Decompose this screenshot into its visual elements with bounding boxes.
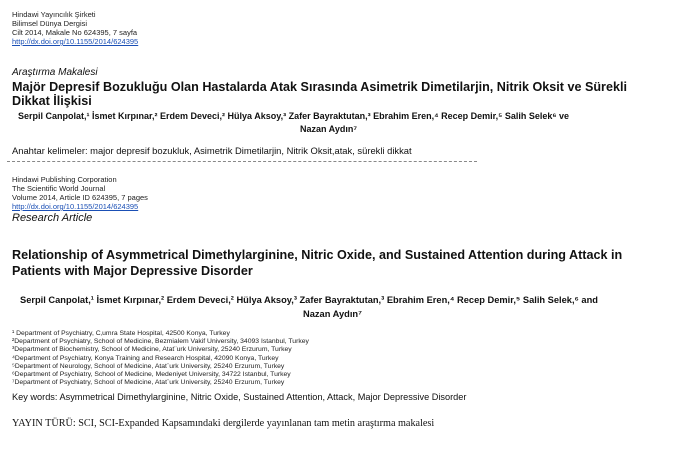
affiliation-item: ³Department of Biochemistry, School of Medicine, Atat¨urk University, 25240 Erzurum, Turkey: [12, 346, 292, 354]
en-authors-line1: Serpil Canpolat,¹ İsmet Kırpınar,² Erdem Deveci,² Hülya Aksoy,³ Zafer Bayraktutan,³ Ebrahim Eren,⁴ Recep Demir,⁵ Salih Selek,⁶ and: [20, 295, 598, 305]
tr-title-line1: Majör Depresif Bozukluğu Olan Hastalarda Atak Sırasında Asimetrik Dimetilarjin, Nitrik Oksit ve Sürekli: [12, 80, 627, 94]
en-publisher: Hindawi Publishing Corporation: [12, 175, 117, 184]
en-authors-line2: Nazan Aydın⁷: [303, 309, 362, 319]
en-title-line2: Patients with Major Depressive Disorder: [12, 264, 253, 278]
tr-keywords: Anahtar kelimeler: major depresif bozukluk, Asimetrik Dimetilarjin, Nitrik Oksit,atak, sürekli dikkat: [12, 145, 412, 156]
tr-volume: Cilt 2014, Makale No 624395, 7 sayfa: [12, 28, 138, 37]
tr-title-line2: Dikkat İlişkisi: [12, 94, 92, 108]
en-article-type: Research Article: [12, 212, 93, 224]
en-journal: The Scientific World Journal: [12, 184, 106, 193]
tr-publisher: Hindawi Yayıncılık Şirketi: [12, 10, 96, 19]
affiliation-item: ⁷Department of Psychiatry, School of Medicine, Atat¨urk University, 25240 Erzurum, Turkey: [12, 379, 285, 387]
tr-authors-line1: Serpil Canpolat,¹ İsmet Kırpınar,² Erdem Deveci,² Hülya Aksoy,³ Zafer Bayraktutan,³ Ebrahim Eren,⁴ Recep Demir,⁵ Salih Selek⁶ ve: [18, 111, 570, 121]
affiliation-item: ²Department of Psychiatry, School of Medicine, Bezmialem Vakif University, 34093 Istanbul, Turkey: [12, 338, 309, 346]
affiliation-item: ¹ Department of Psychiatry, C‚umra State Hospital, 42500 Konya, Turkey: [12, 330, 230, 337]
en-doi-link[interactable]: http://dx.doi.org/10.1155/2014/624395: [12, 202, 139, 211]
en-title-line1: Relationship of Asymmetrical Dimethylarginine, Nitric Oxide, and Sustained Attention during Attack in: [12, 248, 623, 262]
tr-journal: Bilimsel Dünya Dergisi: [12, 19, 88, 28]
en-affiliations: [12, 330, 309, 387]
publication-type-note: YAYIN TÜRÜ: SCI, SCI-Expanded Kapsamındaki dergilerde yayınlanan tam metin araştırma makalesi: [12, 418, 435, 429]
tr-doi-link[interactable]: http://dx.doi.org/10.1155/2014/624395: [12, 37, 139, 46]
affiliation-item: ⁵Department of Neurology, School of Medicine, Atat¨urk University, 25240 Erzurum, Turkey: [12, 362, 285, 370]
en-volume: Volume 2014, Article ID 624395, 7 pages: [12, 193, 148, 202]
tr-article-type: Araştırma Makalesi: [12, 67, 98, 78]
en-keywords: Key words: Asymmetrical Dimethylarginine, Nitric Oxide, Sustained Attention, Attack, Major Depressive Disorder: [12, 392, 467, 402]
affiliation-item: ⁴Department of Psychiatry, Konya Training and Research Hospital, 42090 Konya, Turkey: [12, 354, 279, 362]
affiliation-item: ⁶Department of Psychiatry, School of Medicine, Medeniyet University, 34722 Istanbul, Turkey: [12, 371, 291, 379]
section-divider: [7, 161, 477, 162]
tr-authors-line2: Nazan Aydın⁷: [300, 124, 358, 134]
